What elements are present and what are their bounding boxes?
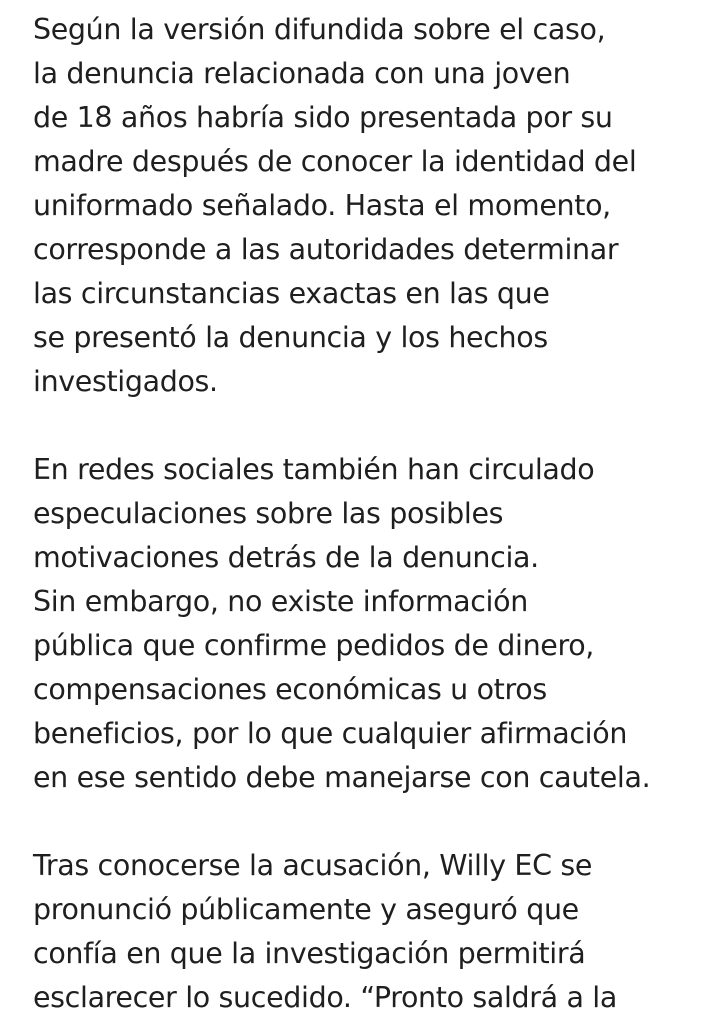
text-line: beneficios, por lo que cualquier afirmación xyxy=(33,717,628,750)
text-line: motivaciones detrás de la denuncia. xyxy=(33,541,539,574)
text-line: en ese sentido debe manejarse con cautela. xyxy=(33,761,651,794)
text-line: Tras conocerse la acusación, Willy EC se xyxy=(33,849,593,882)
text-line: madre después de conocer la identidad del xyxy=(33,145,637,178)
paragraph-case-version xyxy=(33,8,698,404)
text-line: se presentó la denuncia y los hechos xyxy=(33,321,548,354)
text-line: Según la versión difundida sobre el caso, xyxy=(33,13,606,46)
text-line: corresponde a las autoridades determinar xyxy=(33,233,619,266)
text-line: confía en que la investigación permitirá xyxy=(33,937,586,970)
text-line: pronunció públicamente y aseguró que xyxy=(33,893,579,926)
text-line: las circunstancias exactas en las que xyxy=(33,277,550,310)
paragraph-public-statement xyxy=(33,844,698,1020)
text-line: especulaciones sobre las posibles xyxy=(33,497,504,530)
text-line: compensaciones económicas u otros xyxy=(33,673,547,706)
text-line: pública que confirme pedidos de dinero, xyxy=(33,629,595,662)
paragraph-social-media-speculation xyxy=(33,448,698,800)
text-line: la denuncia relacionada con una joven xyxy=(33,57,571,90)
text-line: de 18 años habría sido presentada por su xyxy=(33,101,613,134)
text-line: Sin embargo, no existe información xyxy=(33,585,528,618)
text-line: esclarecer lo sucedido. “Pronto saldrá a la xyxy=(33,981,617,1014)
text-line: uniformado señalado. Hasta el momento, xyxy=(33,189,611,222)
text-line: En redes sociales también han circulado xyxy=(33,453,595,486)
text-line: investigados. xyxy=(33,365,218,398)
